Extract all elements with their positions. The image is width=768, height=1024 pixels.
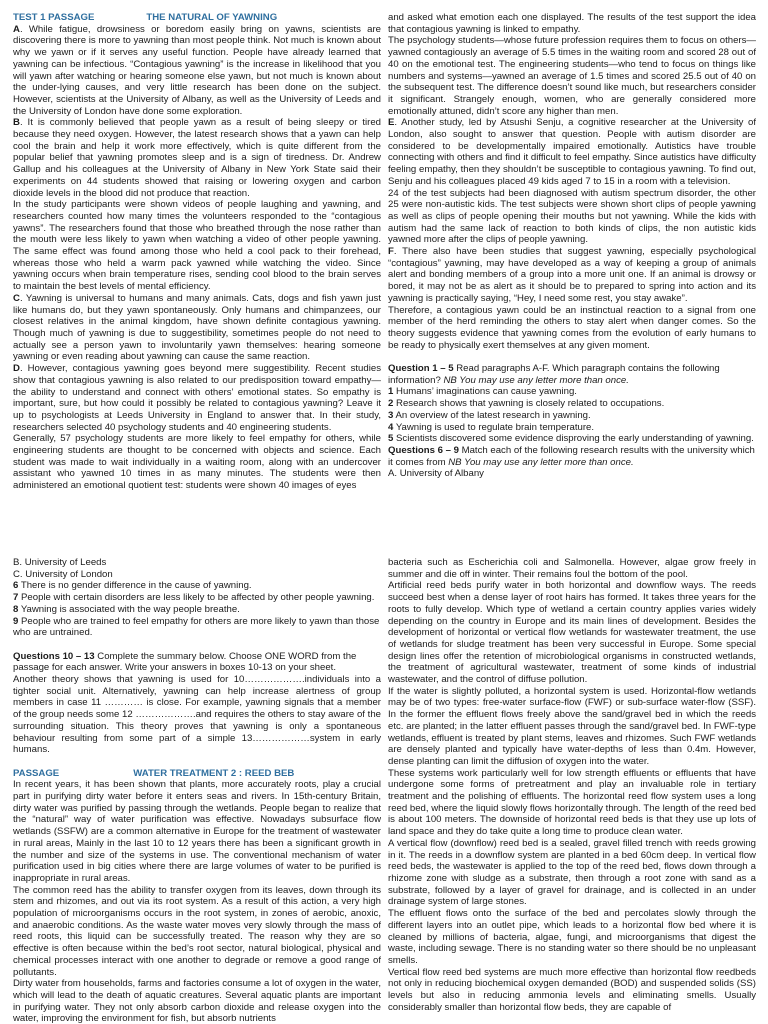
- passage2-paragraph-7: These systems work particularly well for low strength effluents or effluents that have undergone some forms of pretreatment and play an invaluable role in tertiary treatment and the polishing of effluents. The horizontal reed flow system uses a long reed bed, where the liquid slowly flows horizontally through. The length of the reed bed is about 100 meters. The downside of horizontal reed beds is that they use up lots of land space and they do take quite a long time to produce clean water.: [388, 767, 756, 838]
- paragraph-f-letter: F: [388, 246, 394, 258]
- passage2-paragraph-10: Vertical flow reed bed systems are much more effective than horizontal flow reedbeds not only in reducing biochemical oxygen demanded (BOD) and suspended solids (SS) levels but also in reducing ammonia levels and eliminating smells. Usually considerably smaller than horizontal flow beds, they are capable of: [388, 966, 756, 1013]
- passage2-paragraph-1: In recent years, it has been shown that plants, more accurately roots, play a crucial part in purifying dirty water before it enters seas and rivers. In 15th-century Britain, dirty water was purified by passing through the wetlands. People began to realize that the “natural” way of water purification was effective. Nowadays subsurface flow wetlands (SSFW) are a common alternative in Europe for the treatment of wastewater in rural areas, Mainly in the last 10 to 12 years there has been a significant growth in the number and size of the systems in use. The conventional mechanism of water purification used in big cities where there are large volumes of water to be purified is inappropriate in rural areas.: [13, 779, 381, 884]
- passage1-title: THE NATURAL OF YAWNING: [146, 12, 278, 23]
- question-10-13-label: Questions 10 – 13: [13, 650, 95, 662]
- paragraph-f-text: . There also have been studies that suggest yawning, especially psychological “contagious” yawning, may have developed as a way of keeping a group of animals alert and bonding members of a group into a more unit one. If an animal is drowsy or bored, it may not be as alert as it should be to prepared to spring into action and its yawning is practically saying, “Hey, I need some rest, you stay awake”.: [388, 246, 756, 304]
- question-6: [13, 580, 381, 592]
- question-1-5-label: Question 1 – 5: [388, 363, 454, 375]
- question-number: 1: [388, 386, 394, 398]
- option-a: A. University of Albany: [388, 468, 484, 480]
- paragraph-c-text: . Yawning is universal to humans and many animals. Cats, dogs and fish yawn just like humans do, but they yawn spontaneously. Only humans and chimpanzees, our closest relatives in the animal kingdom, have shown definite contagious yawning. Though much of yawning is due to suggestibility, sometimes people do not need to actually see a person yawn to involuntarily yawn themselves: hearing someone yawning or even reading about yawning can cause the same reaction.: [13, 292, 381, 363]
- question-3: [388, 410, 756, 422]
- passage2-label: PASSAGE: [13, 767, 60, 779]
- questions-block: [388, 363, 756, 480]
- question-6-9-label: Questions 6 – 9: [388, 445, 459, 456]
- option-b: B. University of Leeds: [13, 557, 107, 568]
- question-text: There is no gender difference in the cause of yawning.: [18, 580, 252, 592]
- question-text: Humans’ imaginations can cause yawning.: [393, 386, 577, 398]
- question-text: Yawning is used to regulate brain temperature.: [393, 421, 595, 433]
- question-number: 3: [388, 409, 394, 421]
- paragraph-b-text: . It is commonly believed that people yawn as a result of being sleepy or tired because they need oxygen. However, the latest research shows that a yawn can help cool the brain and help it work more effectively, which is quite different from the popular belief that yawning promotes sleep and is a sign of tiredness. Dr. Andrew Gallup and his colleagues at the University of Albany in New York State said their experiments on 44 students showed that raising or lowering oxygen and carbon dioxide levels in the blood did not produce that reaction.: [13, 117, 381, 199]
- passage2-paragraph-8: A vertical flow (downflow) reed bed is a sealed, gravel filled trench with reeds growing in it. The reeds in a downflow system are planted in a bed 60cm deep. In vertical flow reed beds, the wastewater is applied to the top of the reed bed, flows down through a rhizome zone with sludge as a substrate, then through a root zone with sand as a substrate, followed by a layer of gravel for drainage, and is collected in an under drainage system of large stones.: [388, 837, 756, 908]
- paragraph-d: [13, 363, 381, 433]
- page2-column-1: [13, 557, 381, 1024]
- question-number: 2: [388, 398, 394, 410]
- question-text: People who are trained to feel empathy for others are more likely to yawn than those who are untrained.: [13, 615, 380, 639]
- passage2-heading: [13, 768, 381, 780]
- passage1-column-2: [388, 12, 756, 512]
- paragraph-d3: and asked what emotion each one displayed. The results of the test support the idea that contagious yawning is linked to empathy.: [388, 12, 756, 35]
- passage1-label: TEST 1 PASSAGE: [13, 12, 95, 23]
- question-number: 7: [13, 592, 19, 604]
- question-9: [13, 616, 381, 639]
- paragraph-a-letter: A: [13, 23, 20, 35]
- paragraph-d4: The psychology students—whose future profession requires them to focus on others—yawned contagiously an average of 5.5 times in the waiting room and scored 28 out of 40 on the emotional test. The engineering students—who tend to focus on things like numbers and systems—yawned an average of 1.5 times and scored 25.5 out of 40 on the subsequent test. The difference doesn’t sound like much, but researchers consider it significant. Strangely enough, women, who are generally considered more emotionally attuned, didn’t score any higher than men.: [388, 35, 756, 117]
- paragraph-e2: 24 of the test subjects had been diagnosed with autism spectrum disorder, the other 25 were non-autistic kids. The test subjects were shown short clips of people yawning as well as clips of people opening their mouths but not yawning. While the kids with autism had the same lack of reaction to both kinds of clips, the non autistic kids yawned more after the clips of people yawning.: [388, 187, 756, 246]
- passage2-paragraph-5: Artificial reed beds purify water in both horizontal and downflow ways. The reeds succeed best when a dense layer of root hairs has formed. It takes three years for the roots to fully develop. Which type of wetland a certain country applies varies widely depending on the country in Europe and its main lines of development. Besides the development of horizontal or vertical flow wetlands for wastewater treatment, the use of wetlands for sludge treatment has been very successful in Europe. Some special design lines offer the retention of microbiological organisms in constructed wetlands, the treatment of agricultural wastewater, treatment of some kinds of industrial wastewater, and the control of diffuse pollution.: [388, 580, 756, 686]
- summary-text: Another theory shows that yawning is used for 10……………….individuals into a tighter social unit. Alternatively, yawning can help increase alertness of group members in case 11 ………… is close. For example, yawning signals that a member of the group needs some 12 ……………….and requires the others to stay aware of the surrounding situation. This theory proves that yawning is only a spontaneous behaviour resulting from some part of a simple 13………………system in early humans.: [13, 674, 381, 756]
- option-c: C. University of London: [13, 568, 113, 580]
- question-number: 5: [388, 433, 394, 445]
- paragraph-d2: Generally, 57 psychology students are more likely to feel empathy for others, while engineering students are thought to be concerned with objects and science. Each student was made to wait individually in a waiting room, along with an undercover assistant who yawned 10 times in as many minutes. The students were then administered an emotional quotient test: students were shown 40 images of eyes: [13, 433, 381, 492]
- question-number: 9: [13, 615, 19, 627]
- question-1-5-note: NB You may use any letter more than once.: [443, 374, 629, 386]
- paragraph-b2: In the study participants were shown videos of people laughing and yawning, and researchers counted how many times the volunteers responded to the “contagious yawns”. The researchers found that those who breathed through the nose rather than the mouth were less likely to yawn when watching a video of other people yawning. The same effect was found among those who held a cool pack to their forehead, whereas those who held a warm pack yawned while watching the video. Since yawning occurs when brain temperature rises, sending cool blood to the brain serves to maintain the best levels of mental efficiency.: [13, 199, 381, 293]
- paragraph-f: [388, 246, 756, 305]
- question-6-9-instructions: [388, 445, 756, 468]
- paragraph-f2: Therefore, a contagious yawn could be an instinctual reaction to a signal from one member of the herd reminding the others to stay alert when danger comes. So the theory suggests evidence that yawning comes from the evolution of early humans to be ready to physically exert themselves at any given moment.: [388, 304, 756, 351]
- question-number: 6: [13, 580, 19, 592]
- question-1: [388, 386, 756, 398]
- passage2-paragraph-9: The effluent flows onto the surface of the bed and percolates slowly through the different layers into an outlet pipe, which leads to a horizontal flow bed where it is cleaned by millions of bacteria, algae, fungi, and microorganisms that digest the waste, including sewage. There is no standing water so there should be no unpleasant smells.: [388, 908, 756, 966]
- question-10-13-instructions: [13, 651, 381, 674]
- question-number: 4: [388, 421, 394, 433]
- question-4: [388, 422, 756, 434]
- paragraph-b: [13, 117, 381, 199]
- paragraph-e-letter: E: [388, 117, 395, 129]
- question-2: [388, 398, 756, 410]
- passage2-paragraph-4: bacteria such as Escherichia coli and Salmonella. However, algae grow freely in summer and die off in winter. Their remains foul the bottom of the pool.: [388, 557, 756, 580]
- question-text: People with certain disorders are less likely to be affected by other people yawning.: [18, 592, 375, 604]
- question-10-13-text: Complete the summary below. Choose ONE WORD from the passage for each answer. Write your answers in boxes 10-13 on your sheet.: [13, 650, 357, 674]
- question-1-5-text: Read paragraphs A-F. Which paragraph contains the following information?: [388, 363, 720, 386]
- passage2-title: WATER TREATMENT 2 : REED BEB: [133, 767, 295, 779]
- passage2-paragraph-3: Dirty water from households, farms and factories consume a lot of oxygen in the water, which will lead to the death of aquatic creatures. Several aquatic plants are important in purifying water. They not only absorb carbon dioxide and release oxygen into the water, improving the environment for fish, but absorb nutrients: [13, 978, 381, 1024]
- paragraph-a: [13, 24, 381, 118]
- question-1-5-instructions: [388, 363, 756, 386]
- passage1-column-1: [13, 12, 381, 512]
- question-5: [388, 433, 756, 445]
- passage1-heading: [13, 12, 381, 24]
- page2-column-2: [388, 557, 756, 1024]
- paragraph-a-text: . While fatigue, drowsiness or boredom easily bring on yawns, scientists are discovering there is more to yawning than most people think. Not much is known about why we yawn or if it serves any useful function. People have already learned that yawning can be infectious. “Contagious yawning” is the increase in likelihood that you will yawn after watching or hearing someone else yawn, but not much is known about the under-lying causes, and very little research has been done on the subject. However, scientists at the University of Albany, as well as the University of Leeds and the University of London have done some exploration.: [13, 23, 381, 117]
- paragraph-e: [388, 117, 756, 187]
- question-6-9-text: Match each of the following research results with the university which it comes from: [388, 445, 755, 468]
- question-7: [13, 592, 381, 604]
- question-number: 8: [13, 603, 19, 615]
- paragraph-b-letter: B: [13, 117, 20, 129]
- paragraph-c: [13, 293, 381, 363]
- paragraph-c-letter: C: [13, 292, 20, 304]
- question-6-9-note: NB You may use any letter more than once.: [448, 456, 634, 468]
- passage2-paragraph-6: If the water is slightly polluted, a horizontal system is used. Horizontal-flow wetlands may be of two types: free-water surface-flow (FWF) or sub-surface water-flow (SSF). In the former the effluent flows freely above the sand/gravel bed in which the reeds etc. are planted; in the latter effluent passes through the sand/gravel bed. In FWF-type wetlands, effluent is treated by plant stems, leaves and rhizomes. Such FWF wetlands are densely planted and typically have water-depths of less than 0.4m. However, dense planting can limit the diffusion of oxygen into the water.: [388, 685, 756, 767]
- paragraph-d-text: . However, contagious yawning goes beyond mere suggestibility. Recent studies show that contagious yawning is also related to our predisposition toward empathy— the ability to understand and connect with others’ emotional states. So empathy is important, sure, but how could it possibly be related to contagious yawning? Leave it up to psychologists at Leeds University in England to answer that. In their study, researchers selected 40 psychology students and 40 engineering students.: [13, 363, 381, 433]
- question-text: Yawning is associated with the way people breathe.: [18, 603, 240, 615]
- passage2-paragraph-2: The common reed has the ability to transfer oxygen from its leaves, down through its stem and rhizomes, and out via its root system. As a result of this action, a very high population of microorganisms occurs in the root system, in zones of aerobic, anoxic, and anaerobic conditions. As the waste water moves very slowly through the mass of reed roots, this liquid can be successfully treated. The reason why they are so effective is often because within the bed’s root sector, natural biological, physical and chemical processes interact with one another to degrade or remove a good range of pollutants.: [13, 884, 381, 978]
- paragraph-e-text: . Another study, led by Atsushi Senju, a cognitive researcher at the University of London, also sought to answer that question. People with autism disorder are considered to be developmentally impaired emotionally. Autistics have trouble connecting with others and find it difficult to feel empathy. Since autistics have difficulty feeling empathy, then they shouldn’t be susceptible to contagious yawning. To find out, Senju and his colleagues placed 49 kids aged 7 to 15 in a room with a television.: [388, 117, 756, 187]
- paragraph-d-letter: D: [13, 363, 20, 375]
- question-text: An overview of the latest research in yawning.: [393, 409, 591, 421]
- question-8: [13, 604, 381, 616]
- question-text: Scientists discovered some evidence disproving the early understanding of yawning.: [393, 433, 754, 445]
- question-text: Research shows that yawning is closely related to occupations.: [393, 398, 665, 410]
